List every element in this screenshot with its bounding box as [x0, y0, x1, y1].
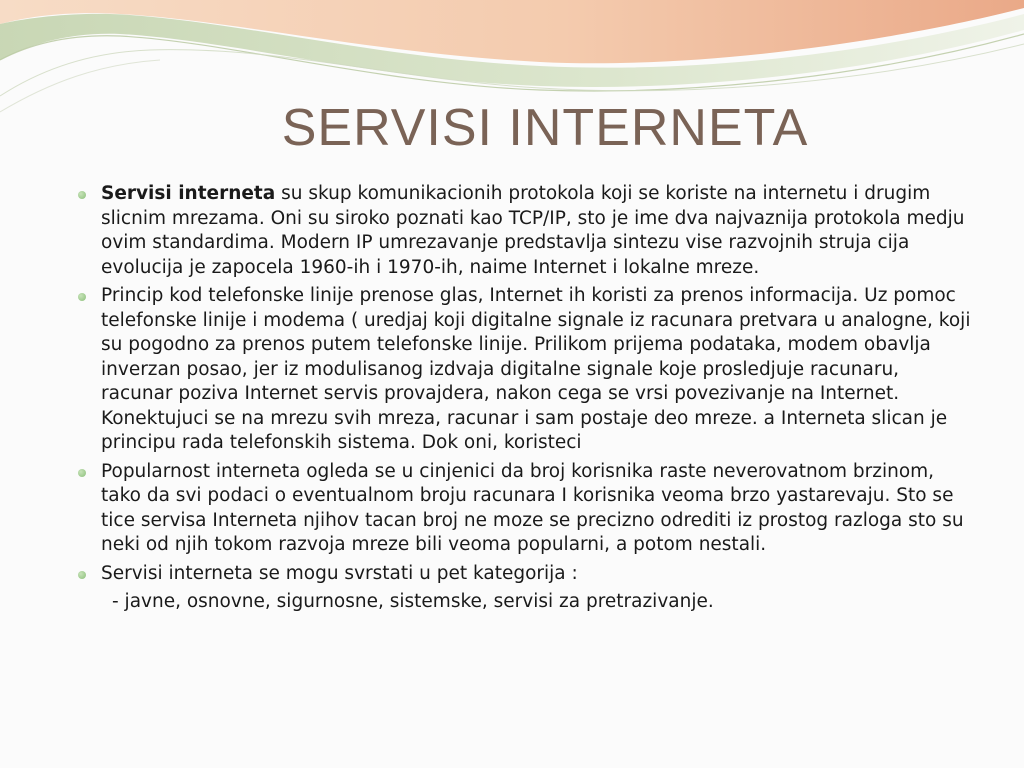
bullet-text: Servisi interneta se mogu svrstati u pet kategorija :	[101, 562, 578, 584]
category-list-line: - javne, osnovne, sigurnosne, sistemske, servisi za pretrazivanje.	[112, 591, 714, 612]
bullet-text: Popularnost interneta ogleda se u cinjenici da broj korisnika raste neverovatnom brzinom, tako da svi podaci o eventualnom broju racunara I korisnika veoma brzo yastarevaju. Sto se tice servisa Interneta njihov tacan broj ne moze se precizno odrediti iz prostog razloga sto su neki od njih tokom razvoja mreze bili veoma popularni, a potom nestali.	[101, 460, 964, 555]
bullet-text: Princip kod telefonske linije prenose glas, Internet ih koristi za prenos informacija. Uz pomoc telefonske linije i modema ( uredjaj koji digitalne signale iz racunara pretvara u analogne, koji su pogodno za prenos putem telefonske linije. Prilikom prijema podataka, modem obavlja inverzan posao, jer iz modulisanog izdvaja digitalne signale koje prosledjuje racunaru, racunar poziva Internet servis provajdera, nakon cega se vrsi povezivanje na Internet. Konektujuci se na mrezu svih mreza, racunar i sam postaje deo mreze. a Interneta slican je principu rada telefonskih sistema. Dok oni, koristeci	[101, 285, 971, 453]
slide-title: SERVISI INTERNETA	[281, 99, 809, 157]
bullet-dot-icon	[78, 469, 86, 477]
bullet-text: su skup komunikacionih protokola koji se koriste na internetu i drugim slicnim mrezama. Oni su siroko poznati kao TCP/IP, sto je ime dva najvaznija protokola medju ovim standardima. Modern IP umrezavanje predstavlja sintezu vise razvojnih struja cija evolucija je zapocela 1960-ih i 1970-ih, naime Internet i lokalne mreze.	[101, 183, 965, 278]
bullet-list	[76, 182, 976, 586]
bullet-item	[76, 182, 976, 280]
bullet-dot-icon	[78, 191, 86, 199]
bullet-item	[76, 562, 976, 587]
bullet-item	[76, 284, 976, 456]
bullet-bold-term: Servisi interneta	[101, 183, 276, 204]
bullet-dot-icon	[78, 293, 86, 301]
slide-content	[76, 182, 976, 615]
bullet-item	[76, 460, 976, 558]
bullet-dot-icon	[78, 571, 86, 579]
